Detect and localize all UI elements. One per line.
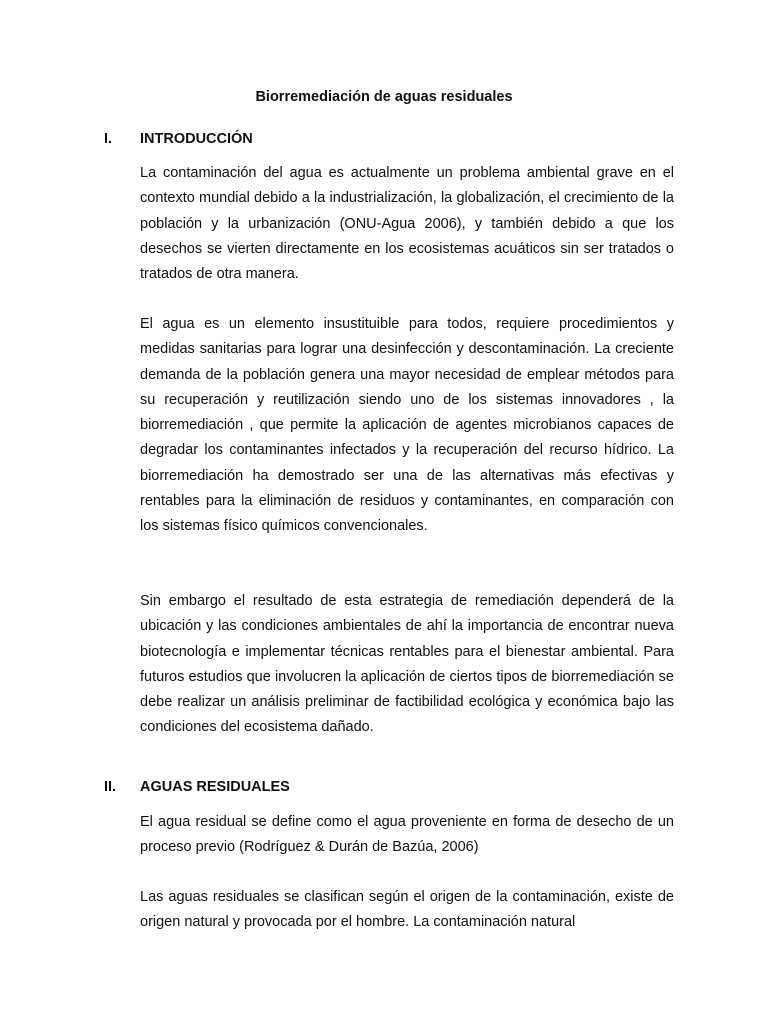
section-title: AGUAS RESIDUALES [140,779,290,795]
section-number: II. [104,779,117,795]
section-heading-introduccion [104,131,253,148]
paragraph-aguas-2: Las aguas residuales se clasifican según el origen de la contaminación, existe de origen natural y provocada por el hombre. La contaminación natural [140,889,674,931]
paragraph-aguas-1: El agua residual se define como el agua proveniente en forma de desecho de un proceso previo (Rodríguez & Durán de Bazúa, 2006) [140,814,674,856]
section-title: INTRODUCCIÓN [140,131,253,147]
paragraph-intro-3: Sin embargo el resultado de esta estrategia de remediación dependerá de la ubicación y las condiciones ambientales de ahí la importancia de encontrar nueva biotecnología e implementar técnicas rentables para el bienestar ambiental. Para futuros estudios que involucren la aplicación de ciertos tipos de biorremediación se debe realizar un análisis preliminar de factibilidad ecológica y económica bajo las condiciones del ecosistema dañado. [140,593,674,736]
section-heading-aguas-residuales [104,779,290,796]
paragraph-intro-1: La contaminación del agua es actualmente un problema ambiental grave en el contexto mundial debido a la industrialización, la globalización, el crecimiento de la población y la urbanización (ONU-Agua 2006), y también debido a que los desechos se vierten directamente en los ecosistemas acuáticos sin ser tratados o tratados de otra manera. [140,165,674,283]
paragraph-intro-2: El agua es un elemento insustituible para todos, requiere procedimientos y medidas sanitarias para lograr una desinfección y descontaminación. La creciente demanda de la población genera una mayor necesidad de emplear métodos para su recuperación y reutilización siendo uno de los sistemas innovadores , la biorremediación , que permite la aplicación de agentes microbianos capaces de degradar los contaminantes infectados y la recuperación del recurso hídrico. La biorremediación ha demostrado ser una de las alternativas más efectivas y rentables para la eliminación de residuos y contaminantes, en comparación con los sistemas físico químicos convencionales. [140,316,674,535]
section-number: I. [104,131,113,147]
document-title: Biorremediación de aguas residuales [255,89,513,105]
